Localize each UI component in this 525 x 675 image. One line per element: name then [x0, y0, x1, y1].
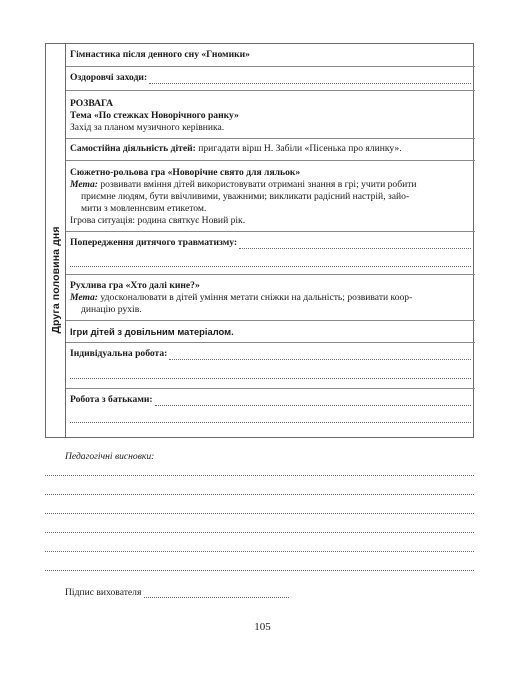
health-input-line[interactable] — [149, 75, 471, 84]
health-label: Оздоровчі заходи: — [70, 72, 148, 83]
divider — [66, 388, 475, 389]
injury-field — [70, 237, 471, 249]
divider — [66, 320, 475, 321]
injury-input-line[interactable] — [239, 240, 471, 249]
fun-note: Захід за планом музичного керівника. — [70, 122, 225, 133]
injury-input-line-2[interactable] — [70, 266, 471, 267]
movegame-goal-text: удосконалювати в дітей уміння метати сніжки на дальність; розвивати коор- — [97, 292, 413, 303]
roleplay-goal-label: Мета: — [70, 179, 98, 190]
individual-input-line-2[interactable] — [70, 378, 471, 379]
divider — [66, 138, 475, 139]
parents-input-line[interactable] — [155, 397, 471, 406]
fun-topic: Тема «По стежках Новорічного ранку» — [70, 110, 239, 121]
divider — [66, 90, 475, 91]
conclusions-line-1[interactable] — [45, 475, 474, 476]
parents-input-line-2[interactable] — [70, 422, 471, 423]
sidebar-label: Друга половина дня — [50, 226, 62, 334]
roleplay-goal-line3: мити з мовленнєвим етикетом. — [81, 203, 207, 214]
independent-text: пригадати вірш Н. Забіли «Пісенька про ялинку». — [195, 143, 402, 154]
signature-input-line[interactable] — [144, 589, 289, 598]
divider — [66, 66, 475, 67]
roleplay-goal-text: розвивати вміння дітей використовувати отримані знання в грі; учити робити — [97, 179, 417, 190]
roleplay-goal-line1 — [70, 179, 417, 191]
divider — [66, 274, 475, 275]
signature-label: Підпис вихователя — [65, 587, 142, 598]
conclusions-line-2[interactable] — [45, 494, 474, 495]
conclusions-line-3[interactable] — [45, 513, 474, 514]
divider — [66, 231, 475, 232]
conclusions-line-6[interactable] — [45, 570, 474, 571]
conclusions-line-4[interactable] — [45, 532, 474, 533]
movegame-goal-line2: динацію рухів. — [81, 304, 142, 315]
plan-content — [70, 44, 469, 437]
signature-field — [65, 587, 289, 598]
page-number: 105 — [254, 621, 271, 633]
fun-heading: РОЗВАГА — [70, 98, 114, 109]
individual-input-line[interactable] — [169, 351, 471, 360]
parents-field — [70, 394, 471, 406]
roleplay-situation: Ігрова ситуація: родина святкує Новий рік. — [70, 215, 246, 226]
daily-plan-frame — [45, 43, 474, 438]
movegame-title: Рухлива гра «Хто далі кине?» — [70, 280, 200, 291]
individual-label: Індивідуальна робота: — [70, 348, 168, 359]
movegame-goal-line1 — [70, 292, 412, 304]
divider — [66, 160, 475, 161]
individual-field — [70, 348, 471, 360]
conclusions-line-5[interactable] — [45, 551, 474, 552]
roleplay-title: Сюжетно-рольова гра «Новорічне свято для ляльок» — [70, 167, 301, 178]
independent-activity — [70, 143, 402, 155]
injury-label: Попередження дитячого травматизму: — [70, 237, 238, 248]
parents-label: Робота з батьками: — [70, 394, 153, 405]
free-play-label: Ігри дітей з довільним матеріалом. — [70, 326, 234, 337]
sidebar — [46, 44, 66, 437]
independent-label: Самостійна діяльність дітей: — [70, 143, 196, 154]
movegame-goal-label: Мета: — [70, 292, 98, 303]
divider — [66, 342, 475, 343]
roleplay-goal-line2: приємне людям, бути ввічливими, уважними; викликати радісний настрій, зайо- — [81, 191, 410, 202]
conclusions-title: Педагогічні висновки: — [65, 451, 155, 462]
gym-label: Гімнастика після денного сну «Гномики» — [70, 49, 250, 60]
health-field — [70, 72, 471, 84]
